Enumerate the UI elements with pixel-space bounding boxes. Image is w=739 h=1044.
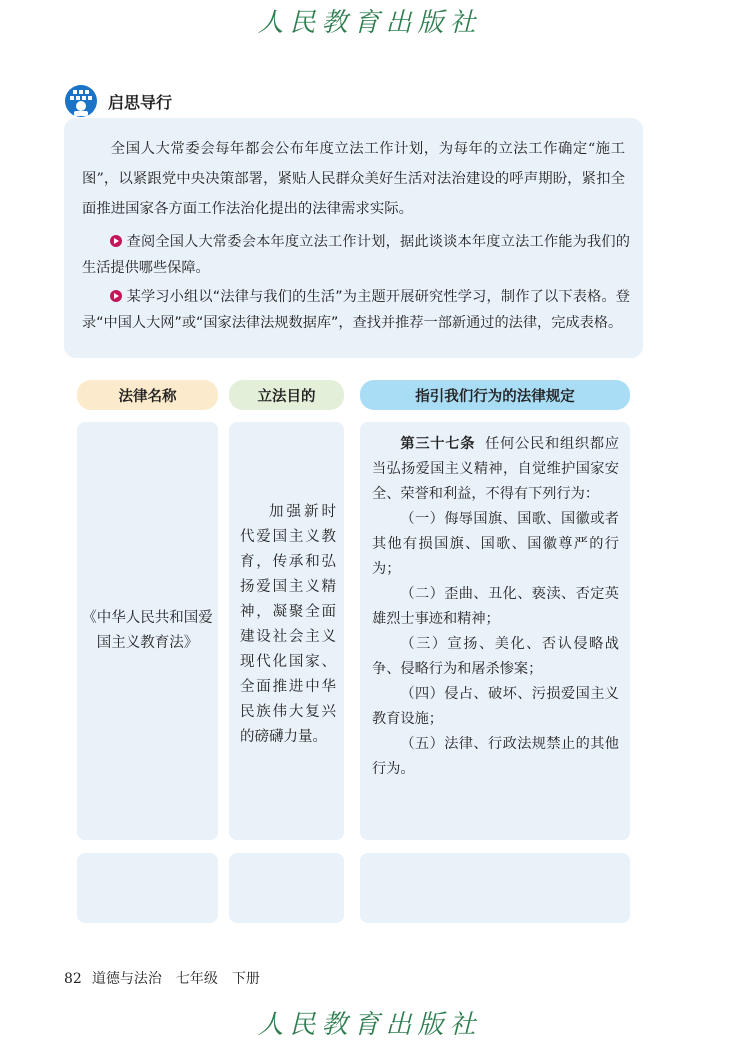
cell-rules-2-empty[interactable] <box>360 853 630 923</box>
question-1 <box>82 229 630 281</box>
article-title: 第三十七条 <box>400 436 476 452</box>
cell-purpose-2-empty[interactable] <box>229 853 344 923</box>
question-2-text: 某学习小组以“法律与我们的生活”为主题开展研究性学习，制作了以下表格。登录“中国人大网”或“国家法律法规数据库”，查找并推荐一部新通过的法律，完成表格。 <box>82 289 630 331</box>
article-item-1: （一）侮辱国旗、国歌、国徽或者其他有损国旗、国歌、国徽尊严的行为； <box>372 511 619 577</box>
volume: 下册 <box>231 971 260 987</box>
publisher-watermark-top: 人民教育出版社 <box>257 8 482 38</box>
section-header <box>64 84 172 118</box>
question-2 <box>82 284 630 336</box>
play-bullet-icon <box>110 235 122 247</box>
play-bullet-icon <box>110 290 122 302</box>
article-lead: 任何公民和组织都应当弘扬爱国主义精神，自觉维护国家安全、荣誉和利益，不得有下列行为： <box>372 436 619 502</box>
header-law-name: 法律名称 <box>77 380 218 410</box>
article-item-2: （二）歪曲、丑化、亵渎、否定英雄烈士事迹和精神； <box>372 586 619 627</box>
law-name-text: 《中华人民共和国爱国主义教育法》 <box>82 610 213 651</box>
page-footer <box>64 968 260 988</box>
page-number: 82 <box>64 971 82 987</box>
article-item-5: （五）法律、行政法规禁止的其他行为。 <box>372 736 619 777</box>
section-title: 启思导行 <box>108 92 173 112</box>
intro-paragraph: 全国人大常委会每年都会公布年度立法工作计划，为每年的立法工作确定“施工图”，以紧跟党中央决策部署，紧贴人民群众美好生活对法治建设的呼声期盼，紧扣全面推进国家各方面工作法治化提出的法律需求实际。 <box>82 141 625 217</box>
book-title: 道德与法治 <box>91 971 162 987</box>
cell-law-name-2-empty[interactable] <box>77 853 218 923</box>
article-item-4: （四）侵占、破坏、污损爱国主义教育设施； <box>372 686 619 727</box>
grade: 七年级 <box>175 971 218 987</box>
header-rules: 指引我们行为的法律规定 <box>360 380 630 410</box>
publisher-watermark-bottom: 人民教育出版社 <box>257 1010 482 1040</box>
article-item-3: （三）宣扬、美化、否认侵略战争、侵略行为和屠杀惨案； <box>372 636 619 677</box>
purpose-text: 加强新时代爱国主义教育，传承和弘扬爱国主义精神，凝聚全面建设社会主义现代化国家、全面推进中华民族伟大复兴的磅礴力量。 <box>240 504 336 745</box>
header-purpose: 立法目的 <box>229 380 344 410</box>
question-1-text: 查阅全国人大常委会本年度立法工作计划，据此谈谈本年度立法工作能为我们的生活提供哪些保障。 <box>82 234 630 276</box>
thinking-head-icon <box>64 84 98 118</box>
article-paragraph <box>372 432 619 507</box>
rules-text <box>372 432 619 782</box>
